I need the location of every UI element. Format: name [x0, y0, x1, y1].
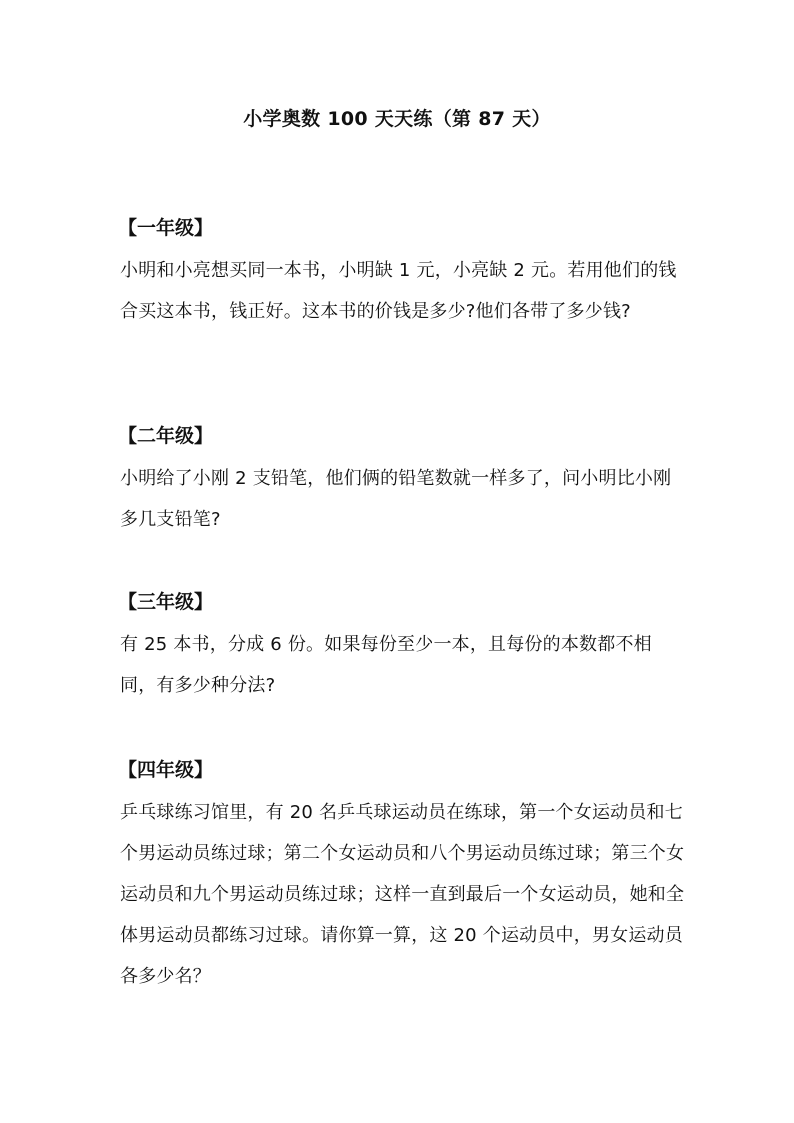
section-heading: 【二年级】 — [118, 425, 214, 447]
section-grade-3 — [120, 588, 685, 706]
section-heading: 【四年级】 — [118, 759, 214, 781]
section-body: 小明给了小刚 2 支铅笔，他们俩的铅笔数就一样多了，问小明比小刚多几支铅笔? — [120, 468, 672, 530]
section-heading: 【三年级】 — [118, 591, 214, 613]
section-grade-4 — [120, 756, 685, 997]
section-grade-2 — [120, 422, 685, 540]
page-title: 小学奥数 100 天天练（第 87 天） — [243, 108, 551, 130]
section-heading: 【一年级】 — [118, 217, 214, 239]
section-body: 乒乓球练习馆里，有 20 名乒乓球运动员在练球，第一个女运动员和七个男运动员练过球；第二个女运动员和八个男运动员练过球；第三个女运动员和九个男运动员练过球；这样一直到最后一个女运动员，她和全体男运动员都练习过球。请你算一算，这 20 个运动员中，男女运动员各多少名？ — [120, 802, 685, 987]
section-body: 小明和小亮想买同一本书，小明缺 1 元，小亮缺 2 元。若用他们的钱合买这本书，钱正好。这本书的价钱是多少?他们各带了多少钱? — [120, 260, 677, 322]
section-body: 有 25 本书，分成 6 份。如果每份至少一本，且每份的本数都不相同，有多少种分法? — [120, 634, 652, 696]
section-grade-1 — [120, 214, 685, 332]
